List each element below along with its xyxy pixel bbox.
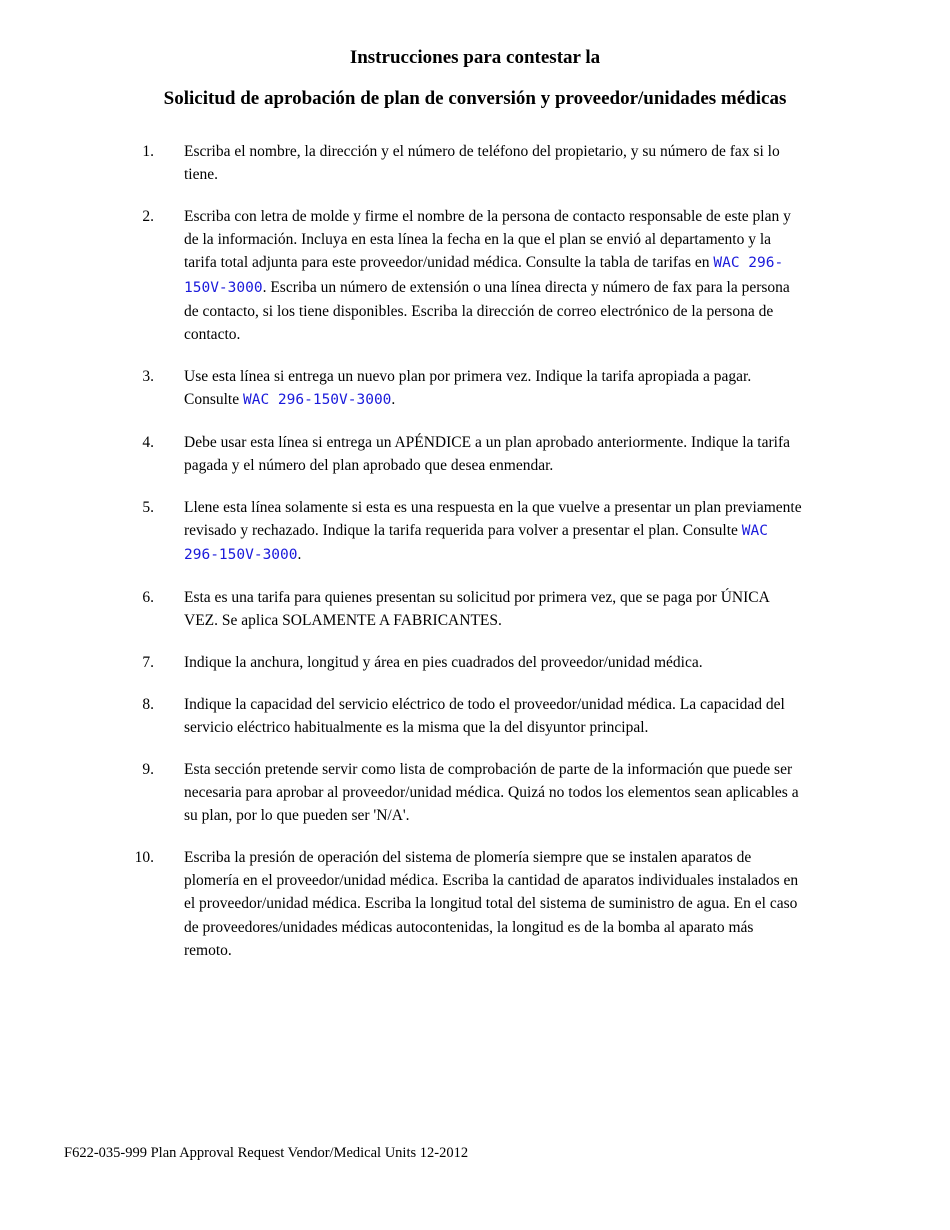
instruction-text-segment: Esta es una tarifa para quienes presentan su solicitud por primera vez, que se paga por ÚNICA VEZ. Se aplica SOLAMENTE A FABRICANTES. bbox=[184, 589, 769, 630]
instruction-number: 4. bbox=[142, 433, 154, 451]
instruction-item bbox=[0, 693, 804, 739]
instruction-text-segment: Debe usar esta línea si entrega un APÉNDICE a un plan aprobado anteriormente. Indique la tarifa pagada y el número del plan aprobado que desea enmendar. bbox=[184, 433, 791, 475]
instruction-item bbox=[0, 205, 804, 346]
instruction-text bbox=[184, 368, 751, 408]
wac-reference-link[interactable]: WAC 296-150V-3000 bbox=[184, 255, 784, 296]
instruction-item bbox=[0, 365, 804, 412]
instruction-list bbox=[0, 140, 950, 981]
instruction-text bbox=[184, 143, 780, 183]
instruction-number: 9. bbox=[142, 760, 154, 778]
instruction-text-segment: Escriba con letra de molde y firme el nombre de la persona de contacto responsable de este plan y de la información. Incluya en esta línea la fecha en la que el plan se envió al departamento y la tarifa total adjunta para este proveedor/unidad médica. Consulte la tabla de tarifas en bbox=[184, 208, 791, 272]
instruction-item bbox=[0, 586, 804, 632]
form-footer: F622-035-999 Plan Approval Request Vendor/Medical Units 12-2012 bbox=[64, 1145, 469, 1161]
instruction-item bbox=[0, 846, 804, 962]
instruction-item bbox=[0, 140, 804, 186]
instruction-text bbox=[184, 761, 799, 824]
instruction-number: 2. bbox=[142, 208, 154, 225]
instruction-text-segment: Llene esta línea solamente si esta es una respuesta en la que vuelve a presentar un plan previamente revisado y rechazado. Indique la tarifa requerida para volver a presentar el plan. Consulte bbox=[184, 498, 802, 540]
instruction-item bbox=[0, 431, 804, 477]
instruction-number: 1. bbox=[142, 143, 154, 160]
instruction-text bbox=[184, 654, 703, 671]
instruction-text-segment: Indique la anchura, longitud y área en pies cuadrados del proveedor/unidad médica. bbox=[184, 654, 703, 672]
instruction-text bbox=[184, 434, 790, 474]
instruction-text bbox=[184, 696, 785, 736]
instruction-number: 3. bbox=[142, 367, 154, 385]
instruction-text-segment: . Escriba un número de extensión o una línea directa y número de fax para la persona de contacto, si los tiene disponibles. Escriba la dirección de correo electrónico de la persona de contacto. bbox=[184, 278, 790, 344]
instruction-item bbox=[0, 758, 804, 828]
instruction-text bbox=[184, 499, 802, 563]
instruction-text-segment: Escriba el nombre, la dirección y el número de teléfono del propietario, y su número de fax si lo tiene. bbox=[184, 143, 780, 184]
instruction-number: 10. bbox=[134, 849, 154, 867]
instruction-number: 5. bbox=[142, 498, 154, 516]
instruction-text-segment: Esta sección pretende servir como lista de comprobación de parte de la información que puede ser necesaria para aprobar al proveedor/unidad médica. Quizá no todos los elementos sean aplicables a su plan, por lo que pueden ser 'N/A'. bbox=[184, 760, 799, 825]
instruction-text-segment: Use esta línea si entrega un nuevo plan por primera vez. Indique la tarifa apropiada a pagar. Consulte bbox=[184, 367, 752, 409]
instruction-item bbox=[0, 496, 804, 568]
instruction-text bbox=[184, 849, 798, 959]
instruction-text-segment: . bbox=[297, 546, 302, 564]
instruction-text bbox=[184, 589, 769, 629]
wac-reference-link[interactable]: WAC 296-150V-3000 bbox=[243, 392, 392, 409]
instruction-text bbox=[184, 208, 791, 343]
instruction-text-segment: Indique la capacidad del servicio eléctrico de todo el proveedor/unidad médica. La capacidad del servicio eléctrico habitualmente es la misma que la del disyuntor principal. bbox=[184, 695, 785, 737]
page-title: Instrucciones para contestar la bbox=[349, 47, 601, 68]
instruction-number: 6. bbox=[142, 589, 154, 607]
instruction-text-segment: . bbox=[391, 391, 396, 409]
wac-reference-link[interactable]: WAC 296-150V-3000 bbox=[184, 523, 768, 564]
instruction-text-segment: Escriba la presión de operación del sistema de plomería siempre que se instalen aparatos de plomería en el proveedor/unidad médica. Escriba la cantidad de aparatos individuales instalados en el proveedor/unidad médica. Escriba la longitud total del sistema de suministro de agua. En el caso de proveedores/unidades médicas autocontenidas, la longitud es de la bomba al aparato más remoto. bbox=[184, 849, 799, 959]
page-subtitle: Solicitud de aprobación de plan de conversión y proveedor/unidades médicas bbox=[163, 88, 787, 109]
instruction-number: 7. bbox=[142, 654, 154, 672]
instruction-number: 8. bbox=[142, 695, 154, 713]
instruction-item bbox=[0, 651, 804, 674]
